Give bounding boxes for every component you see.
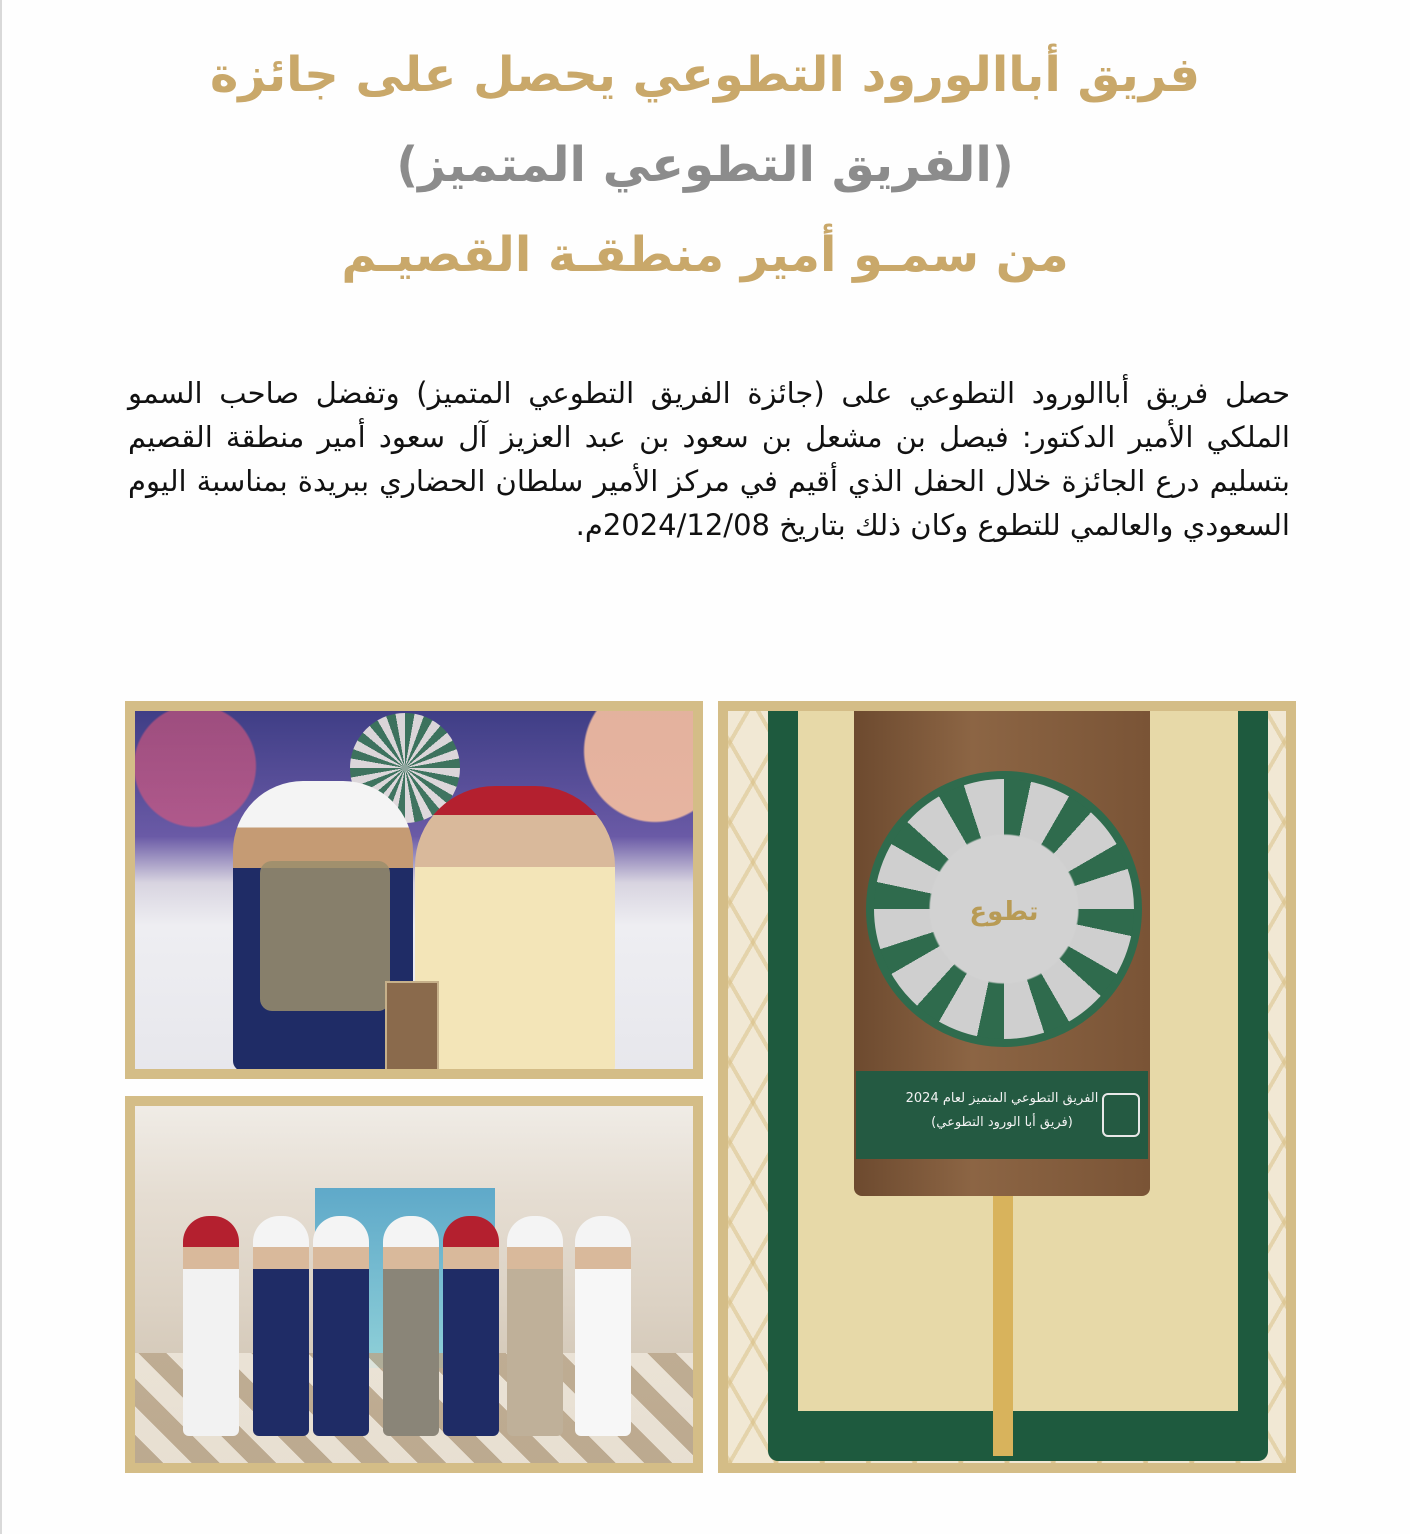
team-member — [183, 1216, 239, 1436]
title-line-2: (الفريق التطوعي المتميز) — [396, 137, 1014, 193]
photo-group-image — [135, 1106, 693, 1463]
photo-award-plaque — [718, 701, 1296, 1473]
team-member — [383, 1216, 439, 1436]
volunteer-medal-emblem — [866, 771, 1142, 1047]
team-member — [575, 1216, 631, 1436]
team-member — [443, 1216, 499, 1436]
award-plaque-small — [385, 981, 439, 1069]
team-member — [507, 1216, 563, 1436]
prince-figure — [415, 786, 615, 1069]
team-member — [313, 1216, 369, 1436]
plaque-label — [856, 1071, 1148, 1159]
photo-award-handshake — [125, 701, 703, 1079]
volunteer-vest — [260, 861, 390, 1011]
photo-plaque-image — [728, 711, 1286, 1463]
title-block — [0, 30, 1410, 300]
title-line-1: فريق أباالورود التطوعي يحصل على جائزة — [209, 47, 1201, 103]
photo-handshake-image — [135, 711, 693, 1069]
plaque-label-line-2: (فريق أبا الورود التطوعي) — [931, 1115, 1073, 1130]
team-member — [253, 1216, 309, 1436]
title-line-3: من سمـو أمير منطقـة القصيـم — [341, 227, 1069, 283]
plaque-label-line-1: الفريق التطوعي المتميز لعام 2024 — [905, 1091, 1099, 1106]
gold-ribbon — [993, 1196, 1013, 1456]
medal-word: تطوع — [969, 897, 1039, 927]
photo-team-group — [125, 1096, 703, 1473]
body-paragraph: حصل فريق أباالورود التطوعي على (جائزة الفريق التطوعي المتميز) وتفضل صاحب السمو الملكي الأمير الدكتور: فيصل بن مشعل بن سعود بن عبد العزيز آل سعود أمير منطقة القصيم بتسليم درع الجائزة خلال الحفل الذي أقيم في مركز الأمير سلطان الحضاري ببريدة بمناسبة اليوم السعودي والعالمي للتطوع وكان ذلك بتاريخ 2024/12/08م. — [128, 376, 1290, 542]
ministry-emblem-icon — [1102, 1093, 1140, 1137]
